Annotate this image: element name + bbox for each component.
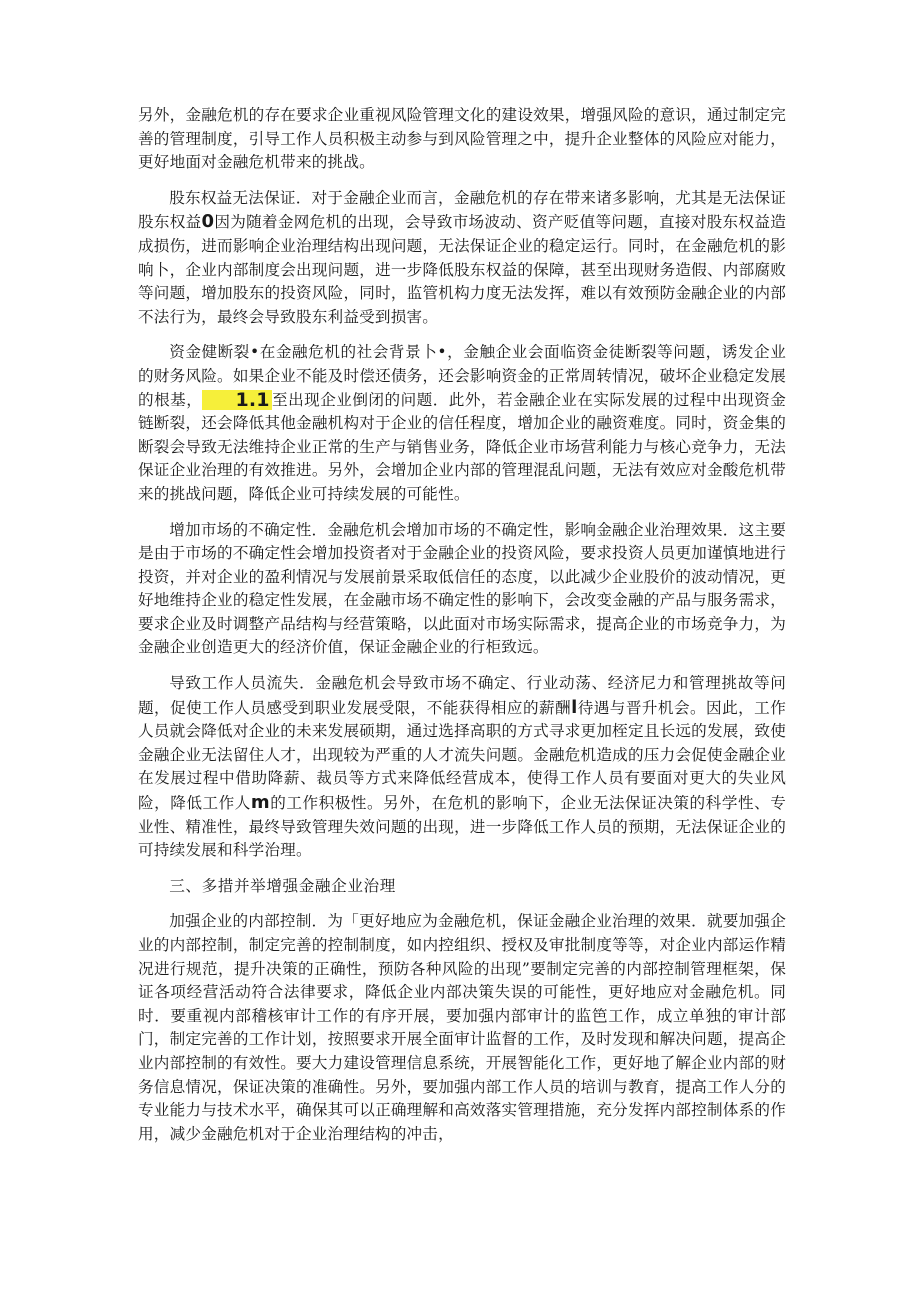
paragraph-text: 待遇与晋升机会。因此，工作人员就会降低对企业的未来发展硕期，通过选择高职的方式寻求更加桎定且长远的发展，致使金融企业无法留住人才，出现较为严重的人才流失问题。金融危机造成的压力会促使金融企业在发展过程中借助降薪、裁员等方式来降低经营成本，使得工作人员有要面对更大的失业风险，降低工作人 — [138, 698, 786, 813]
paragraph-text: 导致工作人员流失．金融危机会导致市场不确定、行业动荡、经济尼力和管理挑故等问题，促使工作人员感受到职业发展受限，不能获得相应的薪酬 — [138, 674, 786, 717]
paragraph-text: 因为随着金网危机的出现，会导致市场波动、资产贬值等问题，直接对股东权益造成损伤，进而影响企业治理结构出现问题，无法保证企业的稳定运行。同时，在金融危机的影响卜，企业内部制度会出现问题，进一步降低股东权益的保障，甚至出现财务造假、内部腐败等问题，增加股东的投资风险，同时，监管机构力度无法发挥，难以有效预防金融企业的内部不法行为，最终会导致股东利益受到损害。 — [138, 213, 786, 326]
paragraph-internal-control: 加强企业的内部控制．为「更好地应为金融危机，保证金融企业治理的效果．就要加强企业的内部控制，制定完善的控制制度，如内控组织、授权及审批制度等等，对企业内部运作精况进行规范，提升决策的正确性，预防各种风险的出现”要制定完善的内部控制管理框架，保证各项经营活动符合法律要求，降低企业内部决策失误的可能性，更好地应对金融危机。同时．要重视内部稽核审计工作的有序开展，要加强内部审计的监笆工作，成立单独的审计部门，制定完善的工作计划，按照要求开展全面审计监督的工作，及时发现和解决问题，提高企业内部控制的有效性。要大力建设管理信息系统，开展智能化工作，更好地了解企业内部的财务信息情况，保证决策的准确性。另外，要加强内部工作人员的培训与教育，提高工作人分的专业能力与技术水平，确保其可以正确理解和高效落实管理措施，充分发挥内部控制体系的作用，减少金融危机对于企业治理结构的冲击， — [138, 912, 786, 1143]
highlighted-number: 1.1 — [202, 390, 271, 410]
paragraph-text: 的工作积极性。另外，在危机的影响下，企业无法保证决策的科学性、专业性、精准性，最终导致管理失效问题的出现，进一步降低工作人员的预期，无法保证企业的可持续发展和科学治理。 — [138, 794, 786, 860]
paragraph-capital-chain — [138, 341, 786, 506]
artifact-glyph: 0 — [201, 211, 215, 233]
artifact-glyph: m — [250, 792, 270, 814]
paragraph-risk-culture: 另外，金融危机的存在要求企业重视风险管理文化的建设效果，增强风险的意识，通过制定完善的管理制度，引导工作人员积极主动参与到风险管理之中，提升企业整体的风险应对能力，更好地面对金融危机带来的挑战。 — [138, 106, 786, 172]
paragraph-market-uncertainty: 增加市场的不确定性．金融危机会增加市场的不确定性，影响金融企业治理效果．这主要是由于市场的不确定性会增加投资者对于金融企业的投资风险，要求投资人员更加谨慎地进行投资，并对企业的盈利情况与发展前景采取低信任的态度，以此减少企业股价的波动情况，更好地维持企业的稳定性发展，在金融市场不确定性的影响下，会改变金融的产品与服务需求，要求企业及时调整产品结构与经营策略，以此面对市场实际需求，提高企业的市场竞争力，为金融企业创造更大的经济价值，保证金融企业的行柜致远。 — [138, 520, 786, 657]
document-page — [138, 104, 786, 1158]
section-heading: 三、多措并举增强金融企业治理 — [169, 876, 396, 895]
paragraph-text: 股东权益无法保证．对于金融企业而言，金融危机的存在带来诸多影响，尤其是无法保证股东权益 — [138, 188, 786, 232]
paragraph-staff-loss — [138, 672, 786, 863]
paragraph-text: 至出现企业倒闭的问题．此外，若金融企业在实际发展的过程中出现资金链断裂，还会降低其他金融机构对于企业的信任程度，增加企业的融资难度。同时，资金集的断裂会导致无法维持企业正常的生产与销售业务，降低企业市场营利能力与核心竞争力，无法保证企业治理的有效推进。另外，会增加企业内部的管理混乱问题，无法有效应对金酸危机带来的挑战问题，降低企业可持续发展的可能性。 — [138, 390, 786, 503]
paragraph-shareholder-rights — [138, 187, 786, 330]
artifact-glyph: l — [571, 696, 578, 718]
paragraph-text: 资金健断裂•在金融危机的社会背景卜•，金触企业会面临资金徒断裂等问题，诱发企业的财务风险。如果企业不能及时偿还债务，还会影响资金的正常周转情况，破坏企业稳定发展的根基， — [138, 343, 786, 409]
